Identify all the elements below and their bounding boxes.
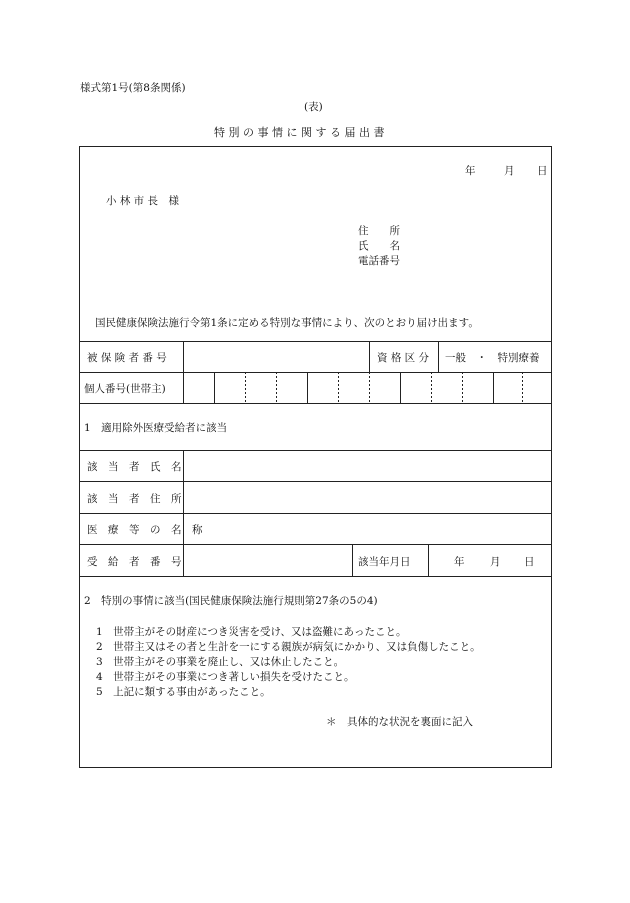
- date-year: 年: [465, 165, 476, 177]
- reason-item: 4 世帯主がその事業につき著しい損失を受けたこと。: [96, 671, 355, 683]
- reason-item: 5 上記に類する事由があったこと。: [96, 686, 271, 698]
- reason-item: 2 世帯主又はその者と生計を一にする親族が病気にかかり、又は負傷したこと。: [96, 641, 481, 653]
- applicant-address-label: 該 当 者 住 所: [87, 493, 182, 505]
- personal-number-field[interactable]: [184, 373, 550, 402]
- medical-name-label: 医 療 等 の 名 称: [87, 524, 203, 536]
- section1-title: 1 適用除外医療受給者に該当: [84, 422, 228, 434]
- applicant-name-field[interactable]: [184, 451, 550, 480]
- applicant-address-field[interactable]: [184, 482, 550, 512]
- applicable-date-month: 月: [490, 556, 501, 568]
- reason-item: 3 世帯主がその事業を廃止し、又は休止したこと。: [96, 656, 345, 668]
- applicable-date-year: 年: [454, 556, 465, 568]
- date-month: 月: [504, 165, 515, 177]
- side-label: (表): [304, 101, 323, 113]
- address-label: 住 所: [358, 225, 400, 237]
- applicant-name-label: 該 当 者 氏 名: [87, 461, 182, 473]
- insured-number-label: 被 保 険 者 番 号: [87, 352, 167, 364]
- page-title: 特 別 の 事 情 に 関 す る 届 出 書: [214, 126, 385, 139]
- recipient-number-field[interactable]: [184, 545, 352, 575]
- qualification-options[interactable]: 一般 ・ 特別療養: [445, 352, 540, 364]
- applicable-date-label: 該当年月日: [358, 556, 411, 568]
- medical-name-field[interactable]: [184, 514, 550, 543]
- section2-title: 2 特別の事情に該当(国民健康保険法施行規則第27条の5の4): [84, 595, 378, 607]
- reason-item: 1 世帯主がその財産につき災害を受け、又は盗難にあったこと。: [96, 626, 407, 638]
- name-label: 氏 名: [358, 240, 400, 252]
- addressee: 小 林 市 長 様: [106, 195, 180, 207]
- applicable-date-day: 日: [524, 556, 535, 568]
- qualification-label: 資 格 区 分: [377, 352, 430, 364]
- statement-text: 国民健康保険法施行令第1条に定める特別な事情により、次のとおり届け出ます。: [95, 317, 479, 329]
- personal-number-label: 個人番号(世帯主): [84, 383, 166, 395]
- form-number-label: 様式第1号(第8条関係): [80, 82, 186, 94]
- recipient-number-label: 受 給 者 番 号: [87, 556, 182, 568]
- date-day: 日: [537, 165, 548, 177]
- note-text: ＊ 具体的な状況を裏面に記入: [326, 716, 473, 728]
- phone-label: 電話番号: [358, 255, 400, 267]
- insured-number-field[interactable]: [184, 342, 369, 371]
